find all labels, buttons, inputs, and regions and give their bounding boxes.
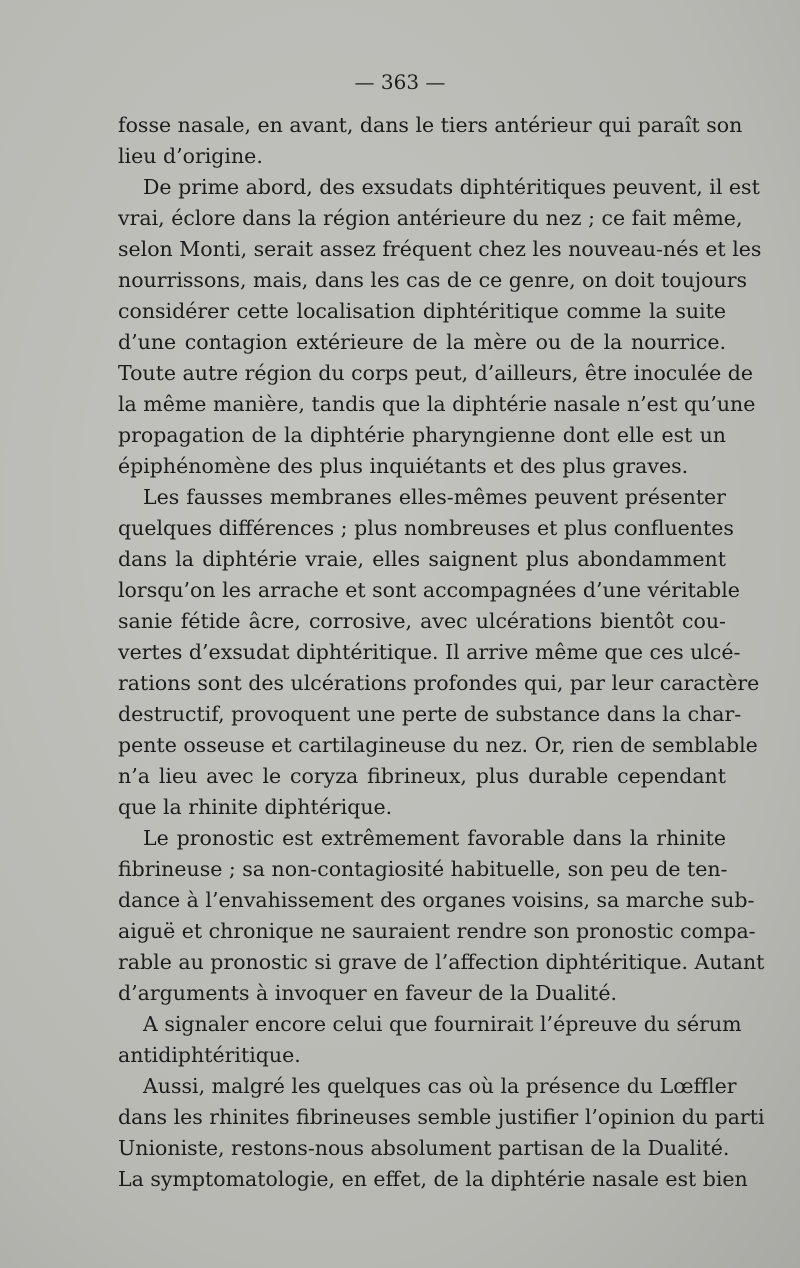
paragraph <box>118 823 765 1009</box>
text-line: épiphénomène des plus inquiétants et des plus graves. <box>118 454 689 478</box>
text-line: A signaler encore celui que fournirait l’épreuve du sérum <box>143 1012 742 1036</box>
text-line: rable au pronostic si grave de l’affection diphtéritique. Autant <box>118 950 765 974</box>
text-line: Aussi, malgré les quelques cas où la présence du Lœffler <box>143 1074 737 1098</box>
text-line: considérer cette localisation diphtéritique comme la suite <box>118 299 726 323</box>
text-line: Toute autre région du corps peut, d’ailleurs, être inoculée de <box>118 361 754 385</box>
text-line: la même manière, tandis que la diphtérie nasale n’est qu’une <box>118 392 756 416</box>
text-line: lorsqu’on les arrache et sont accompagnées d’une véritable <box>118 578 740 602</box>
text-line: Unioniste, restons-nous absolument partisan de la Dualité. <box>118 1136 730 1160</box>
text-line: antidiphtéritique. <box>118 1043 301 1067</box>
text-line: fibrineuse ; sa non-contagiosité habituelle, son peu de ten- <box>118 857 728 881</box>
page-number: — 363 — <box>354 70 446 94</box>
paragraph <box>118 1009 742 1071</box>
text-line: aiguë et chronique ne sauraient rendre son pronostic compa- <box>118 919 756 943</box>
body-text <box>118 110 765 1195</box>
text-line: destructif, provoquent une perte de substance dans la char- <box>118 702 742 726</box>
paragraph <box>118 1071 765 1195</box>
text-line: d’une contagion extérieure de la mère ou de la nourrice. <box>118 330 726 354</box>
paragraph <box>118 482 760 823</box>
paragraph <box>118 110 743 172</box>
text-line: La symptomatologie, en effet, de la diphtérie nasale est bien <box>118 1167 748 1191</box>
text-line: De prime abord, des exsudats diphtéritiques peuvent, il est <box>143 175 760 199</box>
text-line: propagation de la diphtérie pharyngienne dont elle est un <box>118 423 726 447</box>
text-line: Le pronostic est extrêmement favorable dans la rhinite <box>143 826 726 850</box>
text-line: n’a lieu avec le coryza fibrineux, plus durable cependant <box>118 764 726 788</box>
text-line: d’arguments à invoquer en faveur de la Dualité. <box>118 981 618 1005</box>
paragraph <box>118 172 762 482</box>
text-line: selon Monti, serait assez fréquent chez les nouveau-nés et les <box>118 237 762 261</box>
text-line: que la rhinite diphtérique. <box>118 795 393 819</box>
text-line: dans les rhinites fibrineuses semble justifier l’opinion du parti <box>118 1105 765 1129</box>
text-line: pente osseuse et cartilagineuse du nez. Or, rien de semblable <box>118 733 758 757</box>
text-line: sanie fétide âcre, corrosive, avec ulcérations bientôt cou- <box>118 609 726 633</box>
text-line: quelques différences ; plus nombreuses et plus confluentes <box>118 516 734 540</box>
text-line: nourrissons, mais, dans les cas de ce genre, on doit toujours <box>118 268 748 292</box>
text-line: fosse nasale, en avant, dans le tiers antérieur qui paraît son <box>118 113 743 137</box>
text-line: Les fausses membranes elles-mêmes peuvent présenter <box>143 485 726 509</box>
text-line: vertes d’exsudat diphtéritique. Il arrive même que ces ulcé- <box>118 640 741 664</box>
text-line: vrai, éclore dans la région antérieure du nez ; ce fait même, <box>118 206 743 230</box>
text-line: rations sont des ulcérations profondes qui, par leur caractère <box>118 671 760 695</box>
text-line: dance à l’envahissement des organes voisins, sa marche sub- <box>118 888 755 912</box>
text-line: dans la diphtérie vraie, elles saignent plus abondamment <box>118 547 726 571</box>
text-line: lieu d’origine. <box>118 144 263 168</box>
